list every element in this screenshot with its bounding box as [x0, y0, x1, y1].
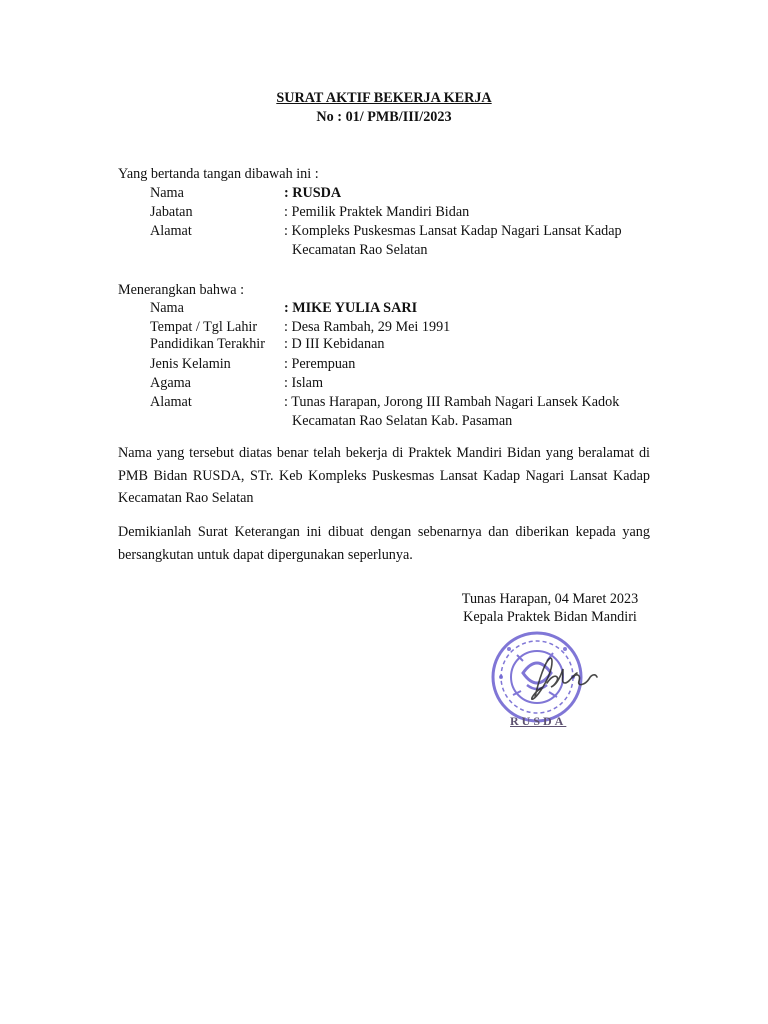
body-paragraph-1: Nama yang tersebut diatas benar telah bekerja di Praktek Mandiri Bidan yang beralamat di PMB Bidan RUSDA, STr. Keb Kompleks Puskesmas Lansat Kadap Nagari Lansat Kadap Kecamatan Rao Selatan [118, 445, 650, 506]
subject-address-row [150, 393, 620, 429]
field-label: Agama [150, 375, 191, 391]
subject-religion-value: : Islam [284, 375, 324, 391]
signer-intro: Yang bertanda tangan dibawah ini : [118, 166, 319, 182]
subject-address-continuation: Kecamatan Rao Selatan Kab. Pasaman [292, 412, 513, 429]
signer-position-title: Kepala Praktek Bidan Mandiri [463, 609, 637, 625]
field-label: Alamat [150, 223, 192, 239]
subject-education-row [150, 335, 384, 354]
place-date: Tunas Harapan, 04 Maret 2023 [461, 591, 639, 607]
signer-address-value: : Kompleks Puskesmas Lansat Kadap Nagari Lansat Kadap [284, 223, 622, 239]
subject-birth-row [150, 318, 450, 337]
signer-name-value: : RUSDA [284, 185, 342, 201]
signer-name-row [150, 184, 341, 203]
signer-address-row [150, 222, 622, 258]
subject-address-value: : Tunas Harapan, Jorong III Rambah Nagari Lansek Kadok [284, 394, 620, 410]
subject-name-value: : MIKE YULIA SARI [284, 300, 418, 316]
subject-gender-row [150, 355, 355, 374]
body-paragraph-2: Demikianlah Surat Keterangan ini dibuat dengan sebenarnya dan diberikan kepada yang bersangkutan untuk dapat dipergunakan seperlunya. [118, 524, 650, 563]
field-label: Pandidikan Terakhir [150, 336, 265, 352]
field-label: Jenis Kelamin [150, 356, 231, 372]
subject-name-row [150, 299, 417, 318]
signer-position-value: : Pemilik Praktek Mandiri Bidan [284, 204, 470, 220]
field-label: Tempat / Tgl Lahir [150, 319, 258, 335]
subject-education-value: : D III Kebidanan [284, 336, 385, 352]
signer-name-under-stamp: RUSDA [510, 714, 567, 728]
letter-header [0, 89, 768, 126]
subject-religion-row [150, 374, 323, 393]
signer-position-row [150, 203, 469, 222]
field-label: Alamat [150, 394, 192, 410]
field-label: Jabatan [150, 204, 193, 220]
letter-number: No : 01/ PMB/III/2023 [316, 108, 452, 125]
field-label: Nama [150, 300, 184, 316]
subject-intro: Menerangkan bahwa : [118, 282, 245, 298]
field-label: Nama [150, 185, 184, 201]
letter-title: SURAT AKTIF BEKERJA KERJA [276, 90, 492, 106]
subject-gender-value: : Perempuan [284, 356, 356, 372]
signer-address-continuation: Kecamatan Rao Selatan [292, 241, 428, 258]
subject-birth-value: : Desa Rambah, 29 Mei 1991 [284, 319, 451, 335]
